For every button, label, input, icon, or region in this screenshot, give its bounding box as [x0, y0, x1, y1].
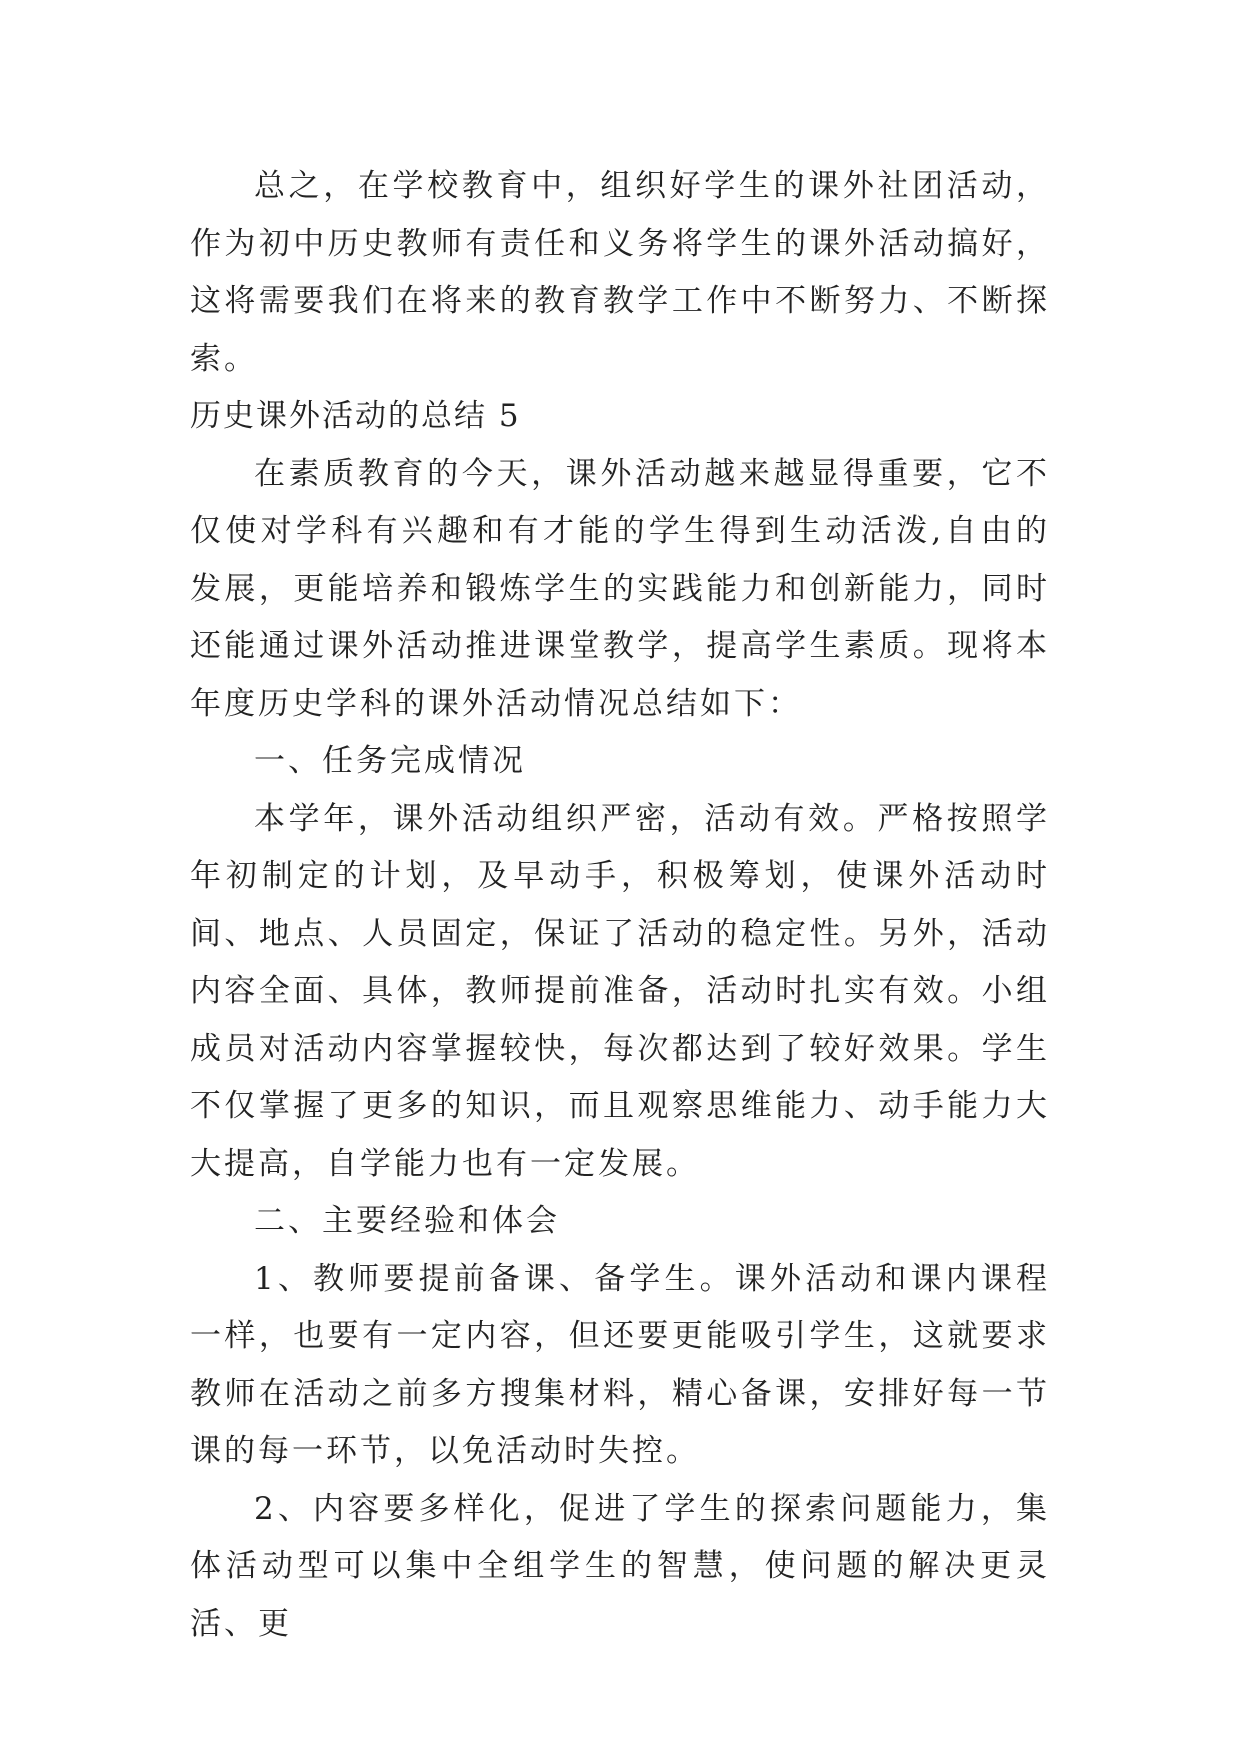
subheading-task-completion: 一、任务完成情况: [254, 743, 526, 779]
section-heading: 历史课外活动的总结 5: [190, 398, 521, 434]
paragraph-intro: 在素质教育的今天，课外活动越来越显得重要，它不仅使对学科有兴趣和有才能的学生得到生动活泼,自由的发展，更能培养和锻炼学生的实践能力和创新能力，同时还能通过课外活动推进课堂教学，提高学生素质。现将本年度历史学科的课外活动情况总结如下：: [190, 455, 1050, 722]
paragraph-point-2: 2、内容要多样化，促进了学生的探索问题能力，集体活动型可以集中全组学生的智慧，使问题的解决更灵活、更: [190, 1490, 1050, 1642]
subheading-experience: 二、主要经验和体会: [254, 1203, 560, 1239]
paragraph-task-completion: 本学年，课外活动组织严密，活动有效。严格按照学年初制定的计划，及早动手，积极筹划，使课外活动时间、地点、人员固定，保证了活动的稳定性。另外，活动内容全面、具体，教师提前准备，活动时扎实有效。小组成员对活动内容掌握较快，每次都达到了较好效果。学生不仅掌握了更多的知识，而且观察思维能力、动手能力大大提高，自学能力也有一定发展。: [190, 800, 1050, 1182]
paragraph-conclusion: 总之，在学校教育中，组织好学生的课外社团活动，作为初中历史教师有责任和义务将学生的课外活动搞好，这将需要我们在将来的教育教学工作中不断努力、不断探索。: [190, 168, 1050, 377]
document-body: [190, 158, 1050, 1653]
paragraph-point-1: 1、教师要提前备课、备学生。课外活动和课内课程一样，也要有一定内容，但还要更能吸引学生，这就要求教师在活动之前多方搜集材料，精心备课，安排好每一节课的每一环节，以免活动时失控。: [190, 1260, 1050, 1469]
